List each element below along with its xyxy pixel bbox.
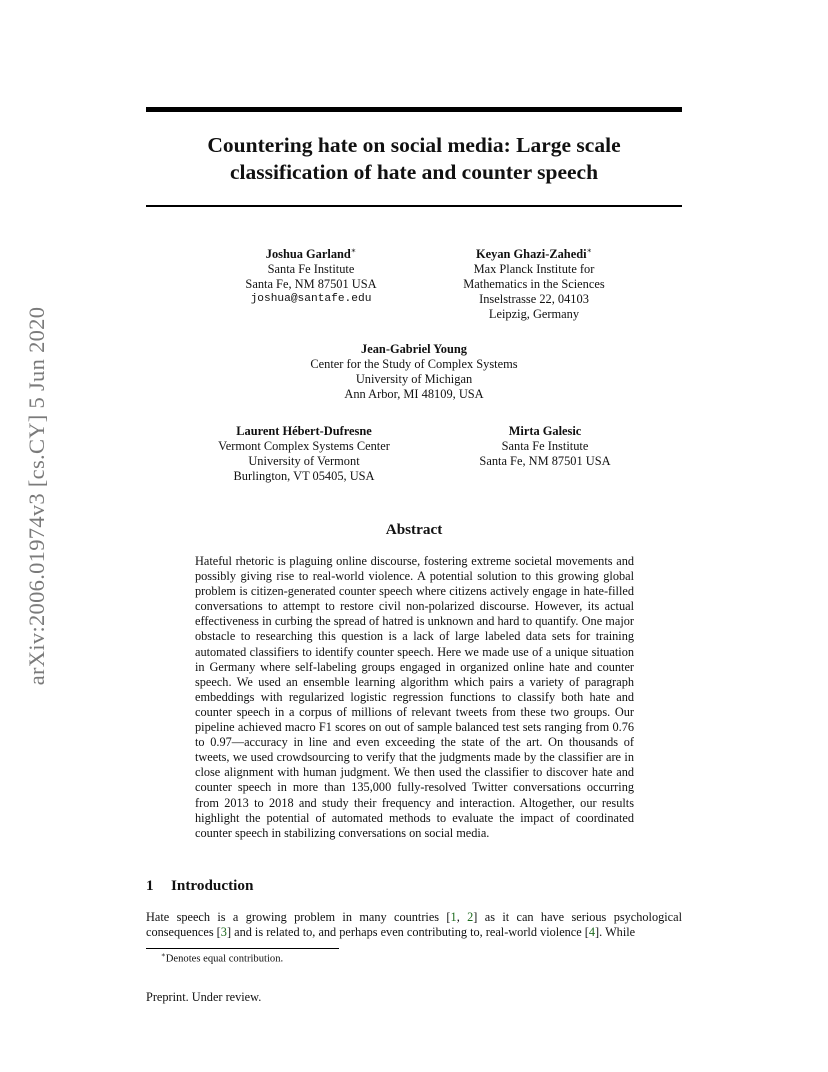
abstract-heading: Abstract xyxy=(385,521,443,538)
author-block-galesic xyxy=(440,424,650,469)
title-line-2: classification of hate and counter speech xyxy=(229,160,599,184)
author-affiliation: Santa Fe Institute xyxy=(501,439,589,453)
citation-link[interactable]: 1 xyxy=(450,910,457,924)
preprint-notice: Preprint. Under review. xyxy=(146,990,262,1004)
author-block-garland xyxy=(196,243,426,307)
author-name: Jean-Gabriel Young xyxy=(361,342,467,356)
section-number: 1 xyxy=(146,877,154,894)
footnote-rule xyxy=(146,948,339,949)
author-name: Keyan Ghazi-Zahedi∗ xyxy=(476,246,592,262)
footnote: ∗Denotes equal contribution. xyxy=(161,951,284,965)
author-affiliation: University of Vermont xyxy=(248,454,360,468)
title-top-rule xyxy=(146,107,682,112)
author-affiliation: Center for the Study of Complex Systems xyxy=(310,357,518,371)
author-name: Laurent Hébert-Dufresne xyxy=(236,424,372,438)
author-affiliation: Vermont Complex Systems Center xyxy=(218,439,390,453)
author-address: Santa Fe, NM 87501 USA xyxy=(479,454,611,468)
title-bottom-rule xyxy=(146,205,682,207)
author-block-hebert-dufresne xyxy=(186,424,422,484)
introduction-paragraph: Hate speech is a growing problem in many countries [1, 2] as it can have serious psychological consequences [3] and is related to, and perhaps even contributing to, real-world violence [4]. While xyxy=(146,910,682,940)
abstract-text: Hateful rhetoric is plaguing online discourse, fostering extreme societal movements and possibly giving rise to real-world violence. A potential solution to this growing global problem is citizen-generated counter speech where citizens actively engage in hate-filled conversations to attempt to restore civil non-polarized discourse. However, its actual effectiveness in curbing the spread of hatred is unknown and hard to quantify. One major obstacle to researching this question is a lack of large labeled data sets for training automated classifiers to identify counter speech. Here we made use of a unique situation in Germany where self-labeling groups engaged in organized online hate and counter speech. We used an ensemble learning algorithm which pairs a variety of paragraph embeddings with regularized logistic regression functions to classify both hate and counter speech in a corpus of millions of relevant tweets from these two groups. Our pipeline achieved macro F1 scores on out of sample balanced test sets ranging from 0.76 to 0.97—accuracy in line and even exceeding the state of the art. On thousands of tweets, we used crowdsourcing to verify that the judgments made by the classifier are in close alignment with human judgment. We then used the classifier to discover hate and counter speech in more than 135,000 fully-resolved Twitter conversations occurring from 2013 to 2018 and study their frequency and interaction. Altogether, our results highlight the potential of automated methods to evaluate the impact of coordinated counter speech in stabilizing conversations on social media. xyxy=(195,554,634,840)
author-affiliation: Max Planck Institute for xyxy=(473,262,595,277)
section-title: Introduction xyxy=(171,877,254,894)
citation-link[interactable]: 4 xyxy=(588,925,596,940)
author-email[interactable]: joshua@santafe.edu xyxy=(250,293,372,306)
title-line-1: Countering hate on social media: Large scale xyxy=(207,133,621,157)
author-address: Leipzig, Germany xyxy=(488,307,580,322)
author-affiliation: Mathematics in the Sciences xyxy=(463,277,605,292)
author-affiliation: Santa Fe Institute xyxy=(267,262,355,277)
citation-link[interactable]: 3 xyxy=(220,925,227,940)
author-name: Mirta Galesic xyxy=(508,424,582,438)
author-block-ghazi-zahedi xyxy=(414,243,654,322)
author-address: Burlington, VT 05405, USA xyxy=(233,469,375,483)
author-affiliation: University of Michigan xyxy=(355,372,473,386)
author-block-young xyxy=(284,342,544,402)
author-address: Ann Arbor, MI 48109, USA xyxy=(344,387,484,401)
author-name: Joshua Garland∗ xyxy=(265,246,357,262)
arxiv-identifier: arXiv:2006.01974v3 [cs.CY] 5 Jun 2020 xyxy=(24,306,49,686)
author-address: Santa Fe, NM 87501 USA xyxy=(245,277,377,292)
paper-title xyxy=(146,132,682,186)
citation-link[interactable]: 2 xyxy=(467,910,474,924)
section-heading-introduction xyxy=(146,877,682,895)
author-address: Inselstrasse 22, 04103 xyxy=(479,292,589,307)
